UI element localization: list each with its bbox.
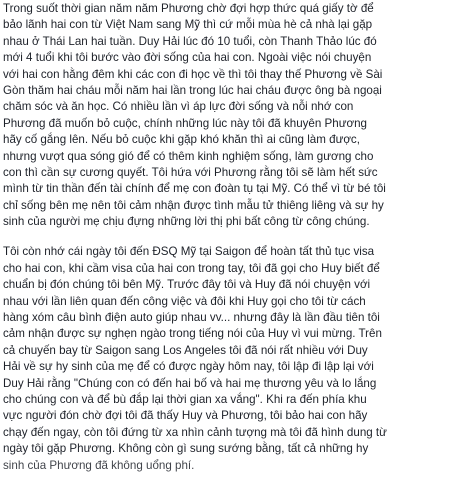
text-line: bảo lãnh hai con từ Việt Nam sang Mỹ thì cứ mỗi mùa hè cả nhà lại gặp	[3, 18, 373, 32]
text-line: mới 4 tuổi khi tôi bước vào đời sống của hai con. Ngoài việc nói chuyện	[3, 51, 372, 65]
text-line: Gòn thăm hai cháu mỗi năm hai lần trong lúc hai cháu được ông bà ngoại	[3, 83, 382, 97]
text-line: cả chuyến bay từ Saigon sang Los Angeles tôi đã nói rất nhiều với Duy	[3, 343, 368, 357]
paragraph-2	[3, 244, 447, 473]
text-line: hãy cố gắng lên. Nếu bỏ cuộc khi gặp khó khăn thì ai cũng làm được,	[3, 133, 360, 147]
text-line: sinh của Phương đã không uổng phí.	[3, 458, 195, 472]
text-line: cho chúng con và để bù đắp lại thời gian xa vắng". Khi ra đến phía khu	[3, 392, 367, 406]
text-line: Hải về sự hy sinh của mẹ để có được ngày hôm nay, tôi lập đi lập lại với	[3, 360, 374, 374]
text-line: với hai con hằng đêm khi các con đi học về thì tôi thay thế Phương về Sài	[3, 67, 383, 81]
text-line: ngày tôi gặp Phương. Không còn gì sung sướng bằng, tất cả những hy	[3, 442, 369, 456]
text-line: chuẩn bị đón chúng tôi bên Mỹ. Trước đây tôi và Huy đã nói chuyện với	[3, 278, 371, 292]
text-line: Phương đã muốn bỏ cuộc, chính những lúc này tôi đã khuyên Phương	[3, 116, 367, 130]
text-line: Trong suốt thời gian năm năm Phương chờ đợi hợp thức quá giấy tờ để	[3, 2, 374, 15]
text-line: cho hai con, khi cầm visa của hai con trong tay, tôi đã gọi cho Huy biết để	[3, 261, 380, 275]
text-line: cảm nhận được sự nghẹn ngào trong tiếng nói của Huy vì vui mừng. Trên	[3, 327, 382, 341]
text-line: nhau với lần liên quan đến công việc và đôi khi Huy gọi cho tôi từ cách	[3, 294, 366, 308]
text-line: sinh của người mẹ chịu đựng những lời thị phi bất công từ công chúng.	[3, 215, 370, 229]
text-line: chạy đến ngay, còn tôi đứng từ xa nhìn cảnh tượng mà tôi đã hình dung từ	[3, 425, 387, 439]
paragraph-1	[3, 1, 447, 230]
text-line: nhưng vượt qua sóng gió để có thêm kinh nghiệm sống, làm gương cho	[3, 149, 374, 163]
text-line: chăm sóc và ăn học. Có nhiều lần vì áp lực đời sống và nỗi nhớ con	[3, 100, 354, 114]
text-line: mình từ tin thần đến tài chính để mẹ con đoàn tụ tại Mỹ. Có thể vì từ bé tôi	[3, 182, 386, 196]
text-line: chỉ sống bên mẹ nên tôi cảm nhận được tình mẫu tử thiêng liêng và sự hy	[3, 198, 384, 212]
text-line: vực người đón chờ đợi tôi đã thấy Huy và Phương, tôi bảo hai con hãy	[3, 409, 368, 423]
text-line: con thì cần sự cương quyết. Tôi hứa với Phương rằng tôi sẽ làm hết sức	[3, 165, 378, 179]
text-line: Duy Hải rằng "Chúng con có đến hai bố và hai mẹ thương yêu và lo lắng	[3, 376, 377, 390]
text-line: hàng xóm câu bình điện auto giúp nhau vv... nhưng đây là lần đầu tiên tôi	[3, 311, 380, 325]
text-line: nhau ở Thái Lan hai tuần. Duy Hải lúc đó 10 tuổi, còn Thanh Thảo lúc đó	[3, 34, 377, 48]
text-line: Tôi còn nhớ cái ngày tôi đến ĐSQ Mỹ tại Saigon để hoàn tất thủ tục visa	[3, 245, 375, 259]
